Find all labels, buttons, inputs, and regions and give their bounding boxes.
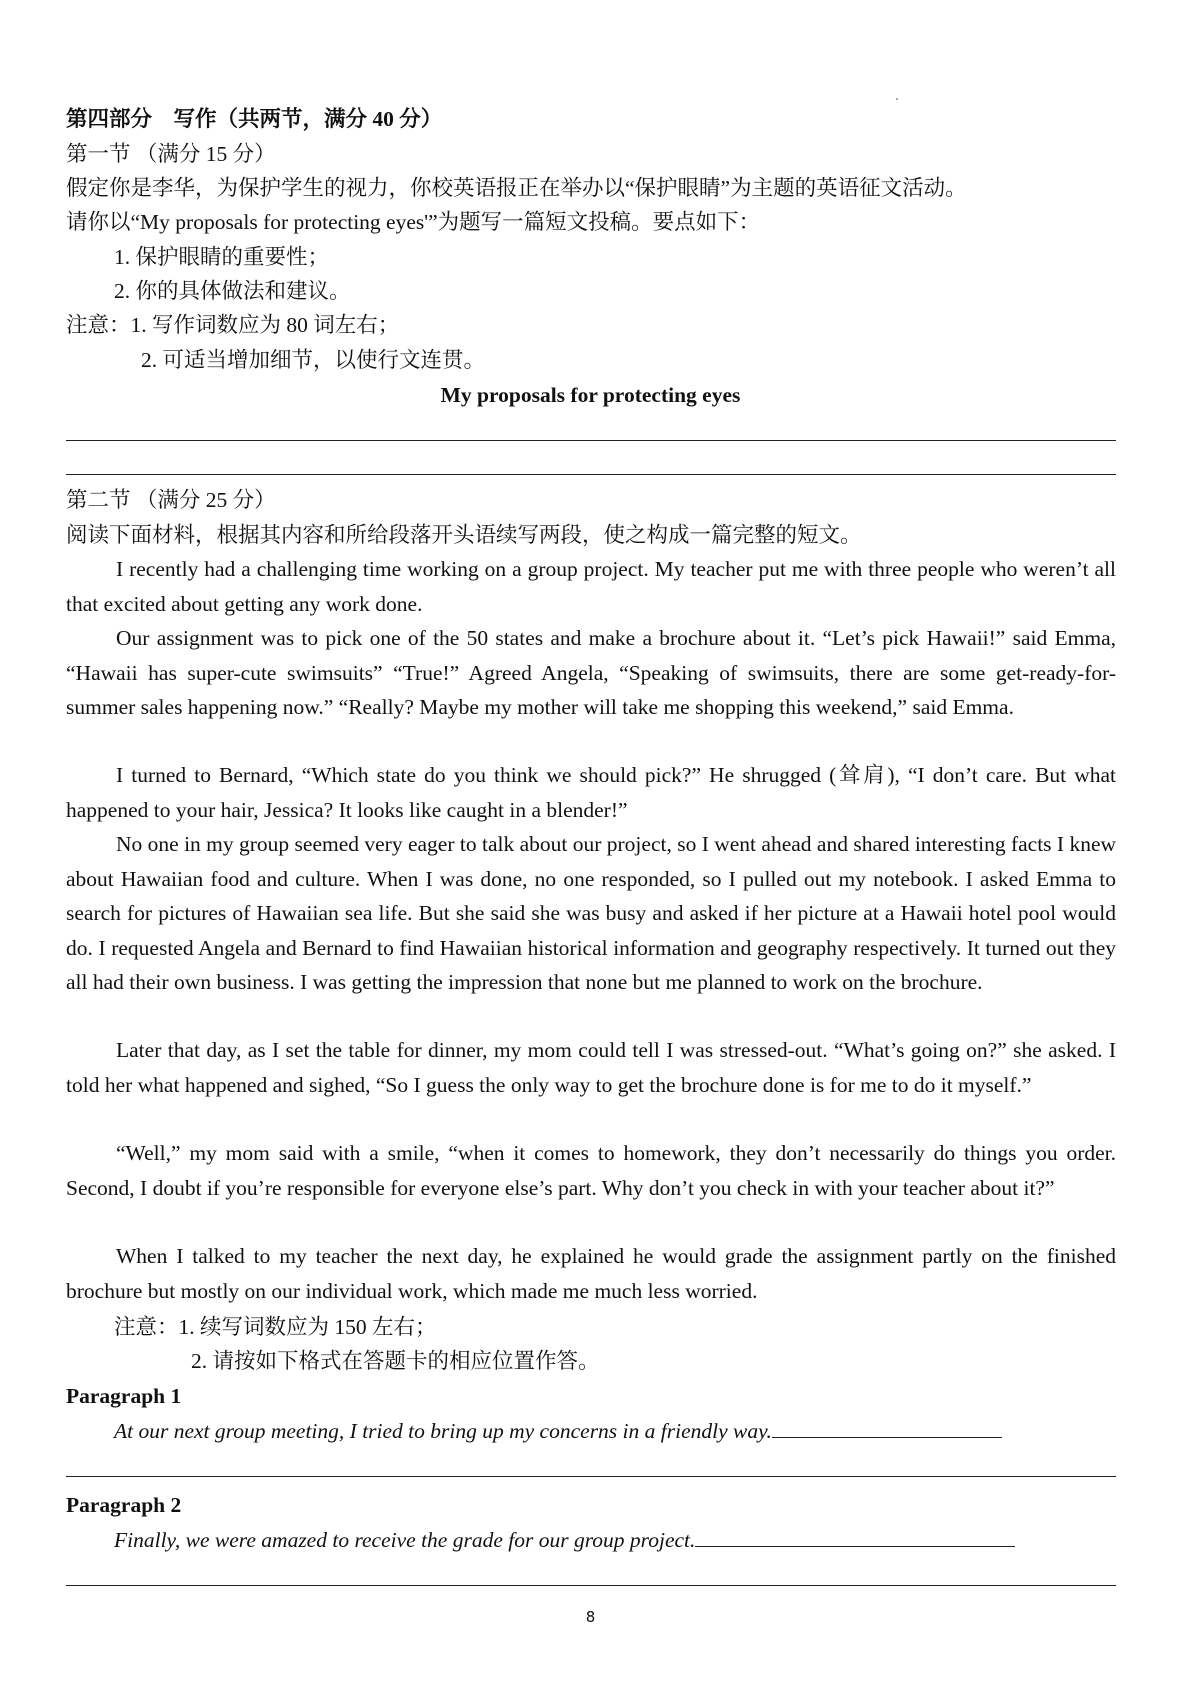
answer-blank[interactable] bbox=[695, 1524, 1015, 1547]
story-paragraph-3: I turned to Bernard, “Which state do you think we should pick?” He shrugged (耸肩), “I don’t care. But what happened to your hair, Jessica? It looks like caught in a blender!” bbox=[66, 763, 1116, 822]
section1-prompt-line1: 假定你是李华，为保护学生的视力，你校英语报正在举办以“保护眼睛”为主题的英语征文活动。 bbox=[66, 176, 967, 200]
scan-speck bbox=[896, 98, 898, 100]
section1-note1: 注意：1. 写作词数应为 80 词左右； bbox=[66, 313, 400, 337]
section1-point2: 2. 你的具体做法和建议。 bbox=[114, 279, 351, 303]
story-paragraph-2: Our assignment was to pick one of the 50 states and make a brochure about it. “Let’s pick Hawaii!” said Emma, “Hawaii has super-cute swimsuits” “True!” Agreed Angela, “Speaking of swimsuits, there are some get-ready-for-summer sales happening now.” “Really? Maybe my mother will take me shopping this weekend,” said Emma. bbox=[66, 626, 1116, 719]
section2-note1: 注意：1. 续写词数应为 150 左右； bbox=[114, 1315, 437, 1339]
page-number: 8 bbox=[585, 1608, 596, 1626]
section1-point1: 1. 保护眼睛的重要性； bbox=[114, 245, 330, 269]
story-paragraph-1: I recently had a challenging time working on a group project. My teacher put me with three people who weren’t all that excited about getting any work done. bbox=[66, 557, 1116, 616]
section1-prompt-line2: 请你以“My proposals for protecting eyes'”为题写一篇短文投稿。要点如下： bbox=[66, 210, 761, 234]
paragraph2-opening: Finally, we were amazed to receive the grade for our group project. bbox=[114, 1528, 696, 1552]
paragraph1-label: Paragraph 1 bbox=[66, 1384, 182, 1408]
section2-instruction: 阅读下面材料，根据其内容和所给段落开头语续写两段，使之构成一篇完整的短文。 bbox=[66, 523, 862, 547]
paragraph2-label: Paragraph 2 bbox=[66, 1493, 182, 1517]
writing-line[interactable] bbox=[66, 1476, 1116, 1477]
paragraph1-opening-row bbox=[114, 1414, 1002, 1448]
story-paragraph-5: Later that day, as I set the table for dinner, my mom could tell I was stressed-out. “What’s going on?” she asked. I told her what happened and sighed, “So I guess the only way to get the brochure done is for me to do it myself.” bbox=[66, 1038, 1116, 1097]
answer-blank[interactable] bbox=[772, 1415, 1002, 1438]
section1-note2: 2. 可适当增加细节，以使行文连贯。 bbox=[141, 348, 486, 372]
essay-title: My proposals for protecting eyes bbox=[440, 383, 741, 407]
section2-heading: 第二节 （满分 25 分） bbox=[66, 488, 276, 512]
paragraph1-opening: At our next group meeting, I tried to bring up my concerns in a friendly way. bbox=[114, 1419, 772, 1443]
story-paragraph-7: When I talked to my teacher the next day, he explained he would grade the assignment partly on the finished brochure but mostly on our individual work, which made me much less worried. bbox=[66, 1244, 1116, 1303]
writing-line bbox=[66, 440, 1116, 441]
writing-line bbox=[66, 474, 1116, 475]
part-heading: 第四部分 写作（共两节，满分 40 分） bbox=[66, 107, 443, 131]
writing-line[interactable] bbox=[66, 1585, 1116, 1586]
story-paragraph-6: “Well,” my mom said with a smile, “when it comes to homework, they don’t necessarily do things you order. Second, I doubt if you’re responsible for everyone else’s part. Why don’t you check in with your teacher about it?” bbox=[66, 1141, 1116, 1200]
section2-note2: 2. 请按如下格式在答题卡的相应位置作答。 bbox=[191, 1349, 600, 1373]
paragraph2-opening-row bbox=[114, 1523, 1015, 1557]
section1-heading: 第一节 （满分 15 分） bbox=[66, 142, 276, 166]
story-paragraph-4: No one in my group seemed very eager to talk about our project, so I went ahead and shared interesting facts I knew about Hawaiian food and culture. When I was done, no one responded, so I pulled out my notebook. I asked Emma to search for pictures of Hawaiian sea life. But she said she was busy and asked if her picture at a Hawaii hotel pool would do. I requested Angela and Bernard to find Hawaiian historical information and geography respectively. It turned out they all had their own business. I was getting the impression that none but me planned to work on the brochure. bbox=[66, 832, 1117, 994]
